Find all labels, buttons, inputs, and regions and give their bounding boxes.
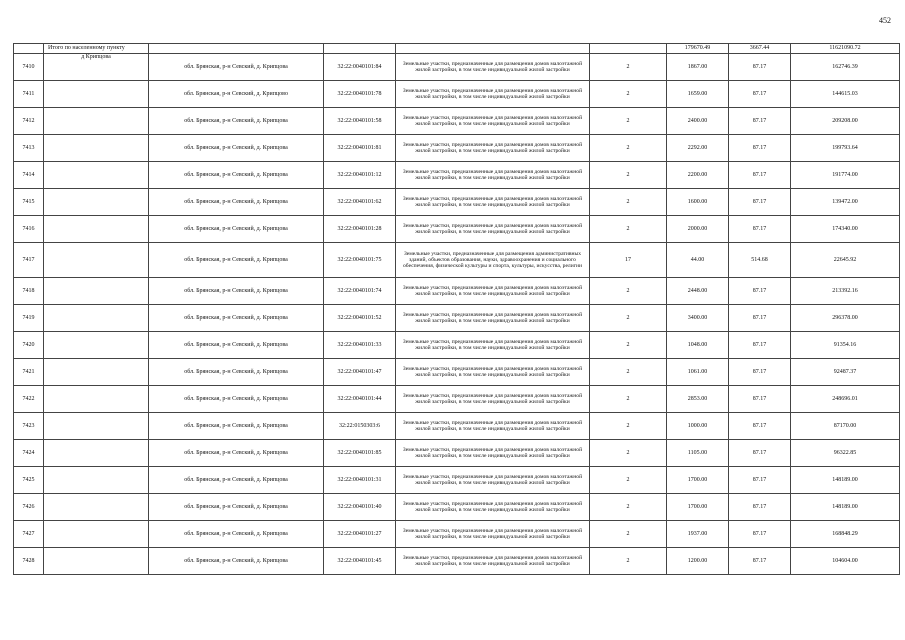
specific-value-cell: 87.17 — [729, 386, 791, 413]
cadastral-number-cell: 32:22:0040101:74 — [324, 278, 396, 305]
locality-cell — [44, 467, 149, 494]
area-cell: 1200.00 — [667, 548, 729, 575]
cadastral-value-cell: 91354.16 — [791, 332, 900, 359]
row-number: 7426 — [14, 494, 44, 521]
cadastral-value-cell: 148189.00 — [791, 494, 900, 521]
land-use-cell: Земельные участки, предназначенные для размещения домов малоэтажной жилой застройки, в том числе индивидуальной жилой застройки — [396, 440, 590, 467]
specific-value-cell: 87.17 — [729, 216, 791, 243]
address-cell: обл. Брянская, р-н Севский, д. Крипцова — [149, 162, 324, 189]
cadastral-number-cell: 32:22:0040101:40 — [324, 494, 396, 521]
category-cell: 17 — [590, 243, 667, 278]
address-cell: обл. Брянская, р-н Севский, д. Крипцова — [149, 548, 324, 575]
specific-value-cell: 87.17 — [729, 54, 791, 81]
locality-cell — [44, 386, 149, 413]
locality-cell — [44, 548, 149, 575]
cadastral-number-cell: 32:22:0040101:75 — [324, 243, 396, 278]
row-number: 7417 — [14, 243, 44, 278]
specific-value-cell: 87.17 — [729, 81, 791, 108]
table-row — [14, 413, 900, 440]
specific-value-cell: 87.17 — [729, 108, 791, 135]
row-number: 7427 — [14, 521, 44, 548]
category-cell: 2 — [590, 467, 667, 494]
row-number: 7424 — [14, 440, 44, 467]
area-cell: 1048.00 — [667, 332, 729, 359]
cadastral-number-cell: 32:22:0040101:85 — [324, 440, 396, 467]
land-use-cell: Земельные участки, предназначенные для размещения домов малоэтажной жилой застройки, в том числе индивидуальной жилой застройки — [396, 359, 590, 386]
table-row — [14, 54, 900, 81]
specific-value-cell: 87.17 — [729, 189, 791, 216]
land-use-cell: Земельные участки, предназначенные для размещения домов малоэтажной жилой застройки, в том числе индивидуальной жилой застройки — [396, 54, 590, 81]
row-number: 7412 — [14, 108, 44, 135]
row-number: 7425 — [14, 467, 44, 494]
table-row — [14, 521, 900, 548]
table-row — [14, 189, 900, 216]
row-number: 7411 — [14, 81, 44, 108]
table-row — [14, 216, 900, 243]
address-cell: обл. Брянская, р-н Севский, д. Крипцова — [149, 278, 324, 305]
area-cell: 2400.00 — [667, 108, 729, 135]
total-category-cell — [590, 44, 667, 54]
locality-cell — [44, 189, 149, 216]
area-cell: 1937.00 — [667, 521, 729, 548]
total-rate: 3667.44 — [729, 44, 791, 54]
category-cell: 2 — [590, 216, 667, 243]
specific-value-cell: 87.17 — [729, 359, 791, 386]
total-label: Итого по населенному пункту — [44, 44, 149, 54]
category-cell: 2 — [590, 189, 667, 216]
cadastral-number-cell: 32:22:0040101:52 — [324, 305, 396, 332]
cadastral-value-cell: 213392.16 — [791, 278, 900, 305]
locality-cell — [44, 494, 149, 521]
category-cell: 2 — [590, 359, 667, 386]
cadastral-number-cell: 32:22:0040101:47 — [324, 359, 396, 386]
locality-cell — [44, 440, 149, 467]
land-use-cell: Земельные участки, предназначенные для размещения домов малоэтажной жилой застройки, в том числе индивидуальной жилой застройки — [396, 278, 590, 305]
category-cell: 2 — [590, 494, 667, 521]
cadastral-number-cell: 32:22:0040101:12 — [324, 162, 396, 189]
cadastral-value-cell: 148189.00 — [791, 467, 900, 494]
address-cell: обл. Брянская, р-н Севский, д. Крипцова — [149, 189, 324, 216]
area-cell: 1700.00 — [667, 467, 729, 494]
address-cell: обл. Брянская, р-н Севский, д. Крипцова — [149, 386, 324, 413]
land-use-cell: Земельные участки, предназначенные для размещения домов малоэтажной жилой застройки, в том числе индивидуальной жилой застройки — [396, 521, 590, 548]
locality-cell — [44, 359, 149, 386]
row-number: 7421 — [14, 359, 44, 386]
cadastral-value-cell: 139472.00 — [791, 189, 900, 216]
land-use-cell: Земельные участки, предназначенные для размещения домов малоэтажной жилой застройки, в том числе индивидуальной жилой застройки — [396, 189, 590, 216]
category-cell: 2 — [590, 278, 667, 305]
cadastral-number-cell: 32:22:0040101:31 — [324, 467, 396, 494]
land-use-cell: Земельные участки, предназначенные для размещения домов малоэтажной жилой застройки, в том числе индивидуальной жилой застройки — [396, 467, 590, 494]
table-row — [14, 162, 900, 189]
cadastral-value-cell: 22645.92 — [791, 243, 900, 278]
address-cell: обл. Брянская, р-н Севский, д. Крипцова — [149, 54, 324, 81]
locality-cell: д Крипцова — [44, 54, 149, 81]
land-use-cell: Земельные участки, предназначенные для размещения домов малоэтажной жилой застройки, в том числе индивидуальной жилой застройки — [396, 332, 590, 359]
locality-cell — [44, 332, 149, 359]
table-row — [14, 386, 900, 413]
category-cell: 2 — [590, 54, 667, 81]
specific-value-cell: 514.68 — [729, 243, 791, 278]
address-cell: обл. Брянская, р-н Севский, д. Крипцова — [149, 108, 324, 135]
total-num-cell — [14, 44, 44, 54]
locality-cell — [44, 135, 149, 162]
row-number: 7410 — [14, 54, 44, 81]
table-row — [14, 108, 900, 135]
cadastral-value-table — [13, 43, 900, 575]
category-cell: 2 — [590, 440, 667, 467]
area-cell: 2000.00 — [667, 216, 729, 243]
cadastral-value-cell: 162746.39 — [791, 54, 900, 81]
category-cell: 2 — [590, 413, 667, 440]
land-use-cell: Земельные участки, предназначенные для размещения домов малоэтажной жилой застройки, в том числе индивидуальной жилой застройки — [396, 494, 590, 521]
address-cell: обл. Брянская, р-н Севский, д. Крипцова — [149, 440, 324, 467]
address-cell: обл. Брянская, р-н Севский, д. Крипцово — [149, 81, 324, 108]
row-number: 7413 — [14, 135, 44, 162]
area-cell: 1600.00 — [667, 189, 729, 216]
address-cell: обл. Брянская, р-н Севский, д. Крипцова — [149, 467, 324, 494]
page-number: 452 — [879, 16, 891, 25]
table-row — [14, 440, 900, 467]
land-use-cell: Земельные участки, предназначенные для размещения домов малоэтажной жилой застройки, в том числе индивидуальной жилой застройки — [396, 216, 590, 243]
land-use-cell: Земельные участки, предназначенные для размещения домов малоэтажной жилой застройки, в том числе индивидуальной жилой застройки — [396, 108, 590, 135]
locality-cell — [44, 162, 149, 189]
cadastral-number-cell: 32:22:0040101:44 — [324, 386, 396, 413]
total-row — [14, 44, 900, 54]
row-number: 7419 — [14, 305, 44, 332]
cadastral-number-cell: 32:22:0040101:62 — [324, 189, 396, 216]
cadastral-number-cell: 32:22:0040101:84 — [324, 54, 396, 81]
area-cell: 3400.00 — [667, 305, 729, 332]
locality-cell — [44, 305, 149, 332]
address-cell: обл. Брянская, р-н Севский, д. Крипцова — [149, 359, 324, 386]
row-number: 7420 — [14, 332, 44, 359]
address-cell: обл. Брянская, р-н Севский, д. Крипцова — [149, 135, 324, 162]
specific-value-cell: 87.17 — [729, 305, 791, 332]
table-row — [14, 81, 900, 108]
total-use-cell — [396, 44, 590, 54]
category-cell: 2 — [590, 81, 667, 108]
total-cadastral-cell — [324, 44, 396, 54]
locality-cell — [44, 521, 149, 548]
specific-value-cell: 87.17 — [729, 413, 791, 440]
category-cell: 2 — [590, 305, 667, 332]
cadastral-value-cell: 168848.29 — [791, 521, 900, 548]
area-cell: 1700.00 — [667, 494, 729, 521]
address-cell: обл. Брянская, р-н Севский, д. Крипцова — [149, 413, 324, 440]
area-cell: 1659.00 — [667, 81, 729, 108]
land-use-cell: Земельные участки, предназначенные для размещения домов малоэтажной жилой застройки, в том числе индивидуальной жилой застройки — [396, 413, 590, 440]
table-row — [14, 305, 900, 332]
row-number: 7422 — [14, 386, 44, 413]
cadastral-value-cell: 144615.03 — [791, 81, 900, 108]
land-use-cell: Земельные участки, предназначенные для размещения домов малоэтажной жилой застройки, в том числе индивидуальной жилой застройки — [396, 135, 590, 162]
cadastral-number-cell: 32:22:0040101:78 — [324, 81, 396, 108]
specific-value-cell: 87.17 — [729, 494, 791, 521]
category-cell: 2 — [590, 521, 667, 548]
total-address-cell — [149, 44, 324, 54]
area-cell: 1000.00 — [667, 413, 729, 440]
locality-cell — [44, 108, 149, 135]
category-cell: 2 — [590, 162, 667, 189]
area-cell: 2200.00 — [667, 162, 729, 189]
area-cell: 1867.00 — [667, 54, 729, 81]
cadastral-value-cell: 87170.00 — [791, 413, 900, 440]
cadastral-value-cell: 96322.85 — [791, 440, 900, 467]
area-cell: 2292.00 — [667, 135, 729, 162]
cadastral-number-cell: 32:22:0040101:45 — [324, 548, 396, 575]
address-cell: обл. Брянская, р-н Севский, д. Крипцова — [149, 494, 324, 521]
locality-cell — [44, 216, 149, 243]
row-number: 7423 — [14, 413, 44, 440]
category-cell: 2 — [590, 548, 667, 575]
category-cell: 2 — [590, 386, 667, 413]
specific-value-cell: 87.17 — [729, 440, 791, 467]
area-cell: 44.00 — [667, 243, 729, 278]
cadastral-value-cell: 174340.00 — [791, 216, 900, 243]
cadastral-number-cell: 32:22:0040101:81 — [324, 135, 396, 162]
cadastral-value-cell: 92487.37 — [791, 359, 900, 386]
area-cell: 2448.00 — [667, 278, 729, 305]
category-cell: 2 — [590, 135, 667, 162]
specific-value-cell: 87.17 — [729, 548, 791, 575]
address-cell: обл. Брянская, р-н Севский, д. Крипцова — [149, 521, 324, 548]
category-cell: 2 — [590, 108, 667, 135]
specific-value-cell: 87.17 — [729, 278, 791, 305]
table-row — [14, 135, 900, 162]
cadastral-value-cell: 104604.00 — [791, 548, 900, 575]
table-row — [14, 548, 900, 575]
specific-value-cell: 87.17 — [729, 135, 791, 162]
row-number: 7415 — [14, 189, 44, 216]
table-row — [14, 243, 900, 278]
cadastral-value-cell: 191774.00 — [791, 162, 900, 189]
cadastral-number-cell: 32:22:0040101:33 — [324, 332, 396, 359]
cadastral-value-cell: 199793.64 — [791, 135, 900, 162]
total-value: 11621090.72 — [791, 44, 900, 54]
cadastral-number-cell: 32:22:0040101:58 — [324, 108, 396, 135]
locality-cell — [44, 243, 149, 278]
land-use-cell: Земельные участки, предназначенные для размещения домов малоэтажной жилой застройки, в том числе индивидуальной жилой застройки — [396, 305, 590, 332]
land-use-cell: Земельные участки, предназначенные для размещения домов малоэтажной жилой застройки, в том числе индивидуальной жилой застройки — [396, 162, 590, 189]
cadastral-number-cell: 32:22:0040101:27 — [324, 521, 396, 548]
specific-value-cell: 87.17 — [729, 467, 791, 494]
cadastral-number-cell: 32:22:0040101:28 — [324, 216, 396, 243]
cadastral-value-cell: 209208.00 — [791, 108, 900, 135]
address-cell: обл. Брянская, р-н Севский, д. Крипцова — [149, 305, 324, 332]
cadastral-value-cell: 296378.00 — [791, 305, 900, 332]
area-cell: 1105.00 — [667, 440, 729, 467]
locality-cell — [44, 278, 149, 305]
land-use-cell: Земельные участки, предназначенные для размещения административных зданий, объектов образования, науки, здравоохранения и социального обеспечения, физической культуры и спорта, культуры, искусства, религии — [396, 243, 590, 278]
land-use-cell: Земельные участки, предназначенные для размещения домов малоэтажной жилой застройки, в том числе индивидуальной жилой застройки — [396, 386, 590, 413]
area-cell: 1061.00 — [667, 359, 729, 386]
row-number: 7418 — [14, 278, 44, 305]
category-cell: 2 — [590, 332, 667, 359]
table-row — [14, 278, 900, 305]
specific-value-cell: 87.17 — [729, 332, 791, 359]
table-row — [14, 359, 900, 386]
total-area: 179670.49 — [667, 44, 729, 54]
row-number: 7416 — [14, 216, 44, 243]
cadastral-value-cell: 248696.01 — [791, 386, 900, 413]
table-row — [14, 467, 900, 494]
specific-value-cell: 87.17 — [729, 521, 791, 548]
table-row — [14, 332, 900, 359]
land-use-cell: Земельные участки, предназначенные для размещения домов малоэтажной жилой застройки, в том числе индивидуальной жилой застройки — [396, 81, 590, 108]
area-cell: 2853.00 — [667, 386, 729, 413]
address-cell: обл. Брянская, р-н Севский, д. Крипцова — [149, 243, 324, 278]
address-cell: обл. Брянская, р-н Севский, д. Крипцова — [149, 216, 324, 243]
locality-cell — [44, 413, 149, 440]
row-number: 7428 — [14, 548, 44, 575]
specific-value-cell: 87.17 — [729, 162, 791, 189]
row-number: 7414 — [14, 162, 44, 189]
cadastral-number-cell: 32:22:0150303:6 — [324, 413, 396, 440]
land-use-cell: Земельные участки, предназначенные для размещения домов малоэтажной жилой застройки, в том числе индивидуальной жилой застройки — [396, 548, 590, 575]
address-cell: обл. Брянская, р-н Севский, д. Крипцова — [149, 332, 324, 359]
table-row — [14, 494, 900, 521]
locality-cell — [44, 81, 149, 108]
